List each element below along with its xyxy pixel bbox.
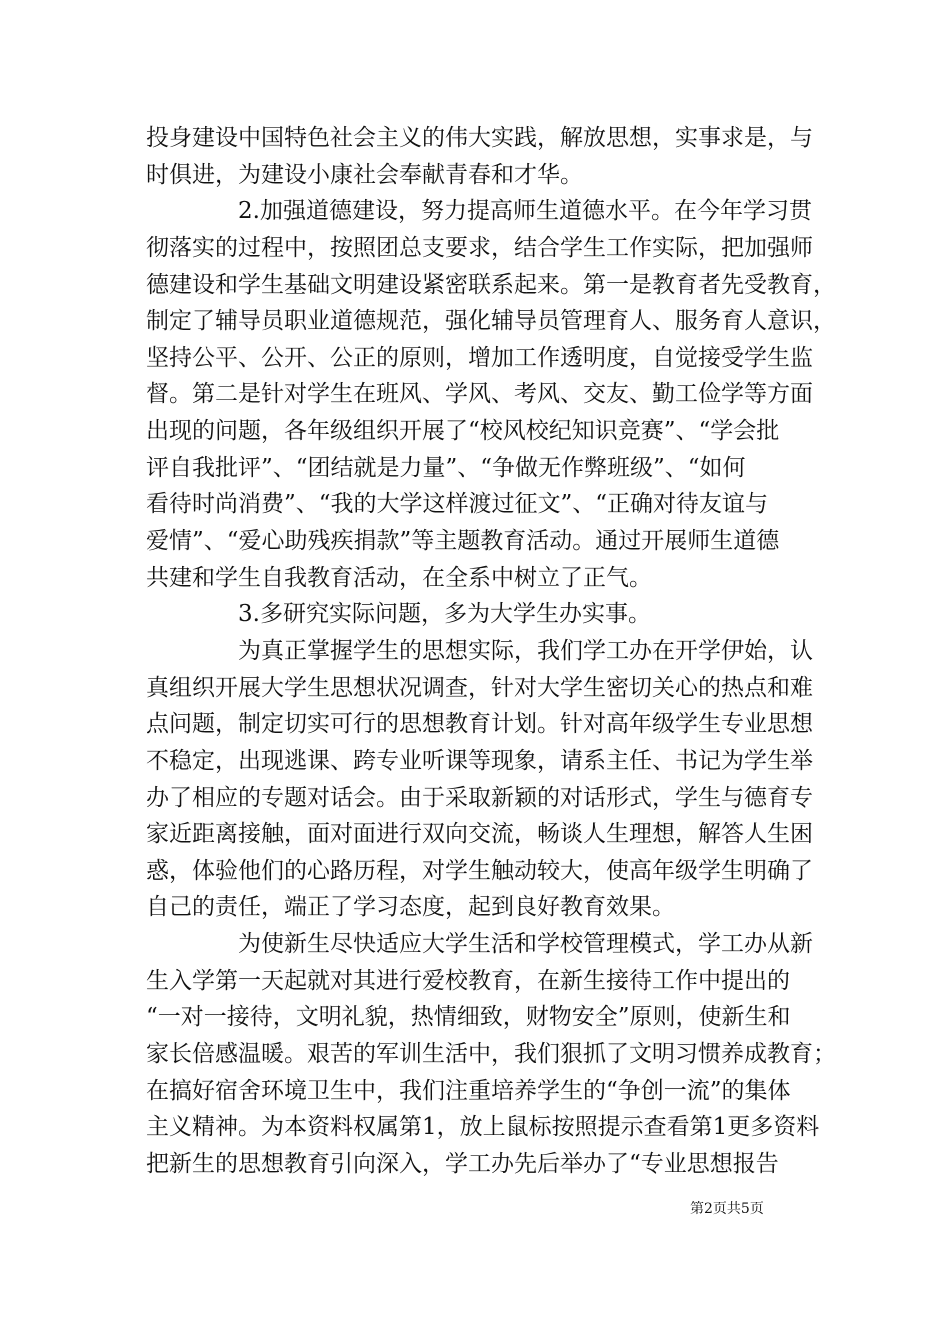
- text-line: 评自我批评”、“团结就是力量”、“争做无作弊班级”、“如何: [146, 454, 746, 481]
- text-line: 出现的问题，各年级组织开展了“校风校纪知识竞赛”、“学会批: [146, 418, 780, 445]
- text-line: 2.加强道德建设，努力提高师生道德水平。在今年学习贯: [146, 198, 812, 225]
- text-line: 坚持公平、公开、公正的原则，增加工作透明度，自觉接受学生监: [146, 344, 813, 371]
- text-line: 在搞好宿舍环境卫生中，我们注重培养学生的“争创一流”的集体: [146, 1077, 791, 1104]
- text-line: 家近距离接触，面对面进行双向交流，畅谈人生理想，解答人生困: [146, 821, 813, 848]
- text-line: 督。第二是针对学生在班风、学风、考风、交友、勤工俭学等方面: [146, 381, 813, 408]
- text-line: 爱情”、“爱心助残疾捐款”等主题教育活动。通过开展师生道德: [146, 528, 780, 555]
- text-line: 真组织开展大学生思想状况调查，针对大学生密切关心的热点和难: [146, 674, 813, 701]
- text-line: 共建和学生自我教育活动，在全系中树立了正气。: [146, 564, 652, 591]
- page-number-footer: 第2页共5页: [690, 1201, 764, 1217]
- text-line: “一对一接待，文明礼貌，热情细致，财物安全”原则，使新生和: [146, 1004, 791, 1031]
- text-line: 德建设和学生基础文明建设紧密联系起来。第一是教育者先受教育，: [146, 271, 836, 298]
- text-line: 为真正掌握学生的思想实际，我们学工办在开学伊始，认: [146, 637, 813, 664]
- text-line: 生入学第一天起就对其进行爱校教育，在新生接待工作中提出的: [146, 967, 790, 994]
- text-line: 惑，体验他们的心路历程，对学生触动较大，使高年级学生明确了: [146, 857, 813, 884]
- text-line: 为使新生尽快适应大学生活和学校管理模式，学工办从新: [146, 931, 813, 958]
- text-line: 主义精神。为本资料权属第1，放上鼠标按照提示查看第1更多资料: [146, 1114, 820, 1141]
- text-line: 不稳定，出现逃课、跨专业听课等现象，请系主任、书记为学生举: [146, 747, 813, 774]
- text-line: 办了相应的专题对话会。由于采取新颖的对话形式，学生与德育专: [146, 784, 813, 811]
- text-line: 彻落实的过程中，按照团总支要求，结合学生工作实际，把加强师: [146, 234, 813, 261]
- text-line: 制定了辅导员职业道德规范，强化辅导员管理育人、服务育人意识，: [146, 308, 836, 335]
- text-line: 看待时尚消费”、“我的大学这样渡过征文”、“正确对待友谊与: [146, 491, 769, 518]
- body-text: [146, 120, 836, 1183]
- text-line: 家长倍感温暖。艰苦的军训生活中，我们狠抓了文明习惯养成教育；: [146, 1041, 836, 1068]
- text-line: 自己的责任，端正了学习态度，起到良好教育效果。: [146, 894, 675, 921]
- text-line: 投身建设中国特色社会主义的伟大实践，解放思想，实事求是，与: [146, 125, 813, 151]
- text-line: 时俱进，为建设小康社会奉献青春和才华。: [146, 161, 583, 188]
- text-line: 把新生的思想教育引向深入，学工办先后举办了“专业思想报告: [146, 1150, 779, 1177]
- text-line: 点问题，制定切实可行的思想教育计划。针对高年级学生专业思想: [146, 711, 813, 738]
- text-line: 3.多研究实际问题，多为大学生办实事。: [146, 601, 651, 628]
